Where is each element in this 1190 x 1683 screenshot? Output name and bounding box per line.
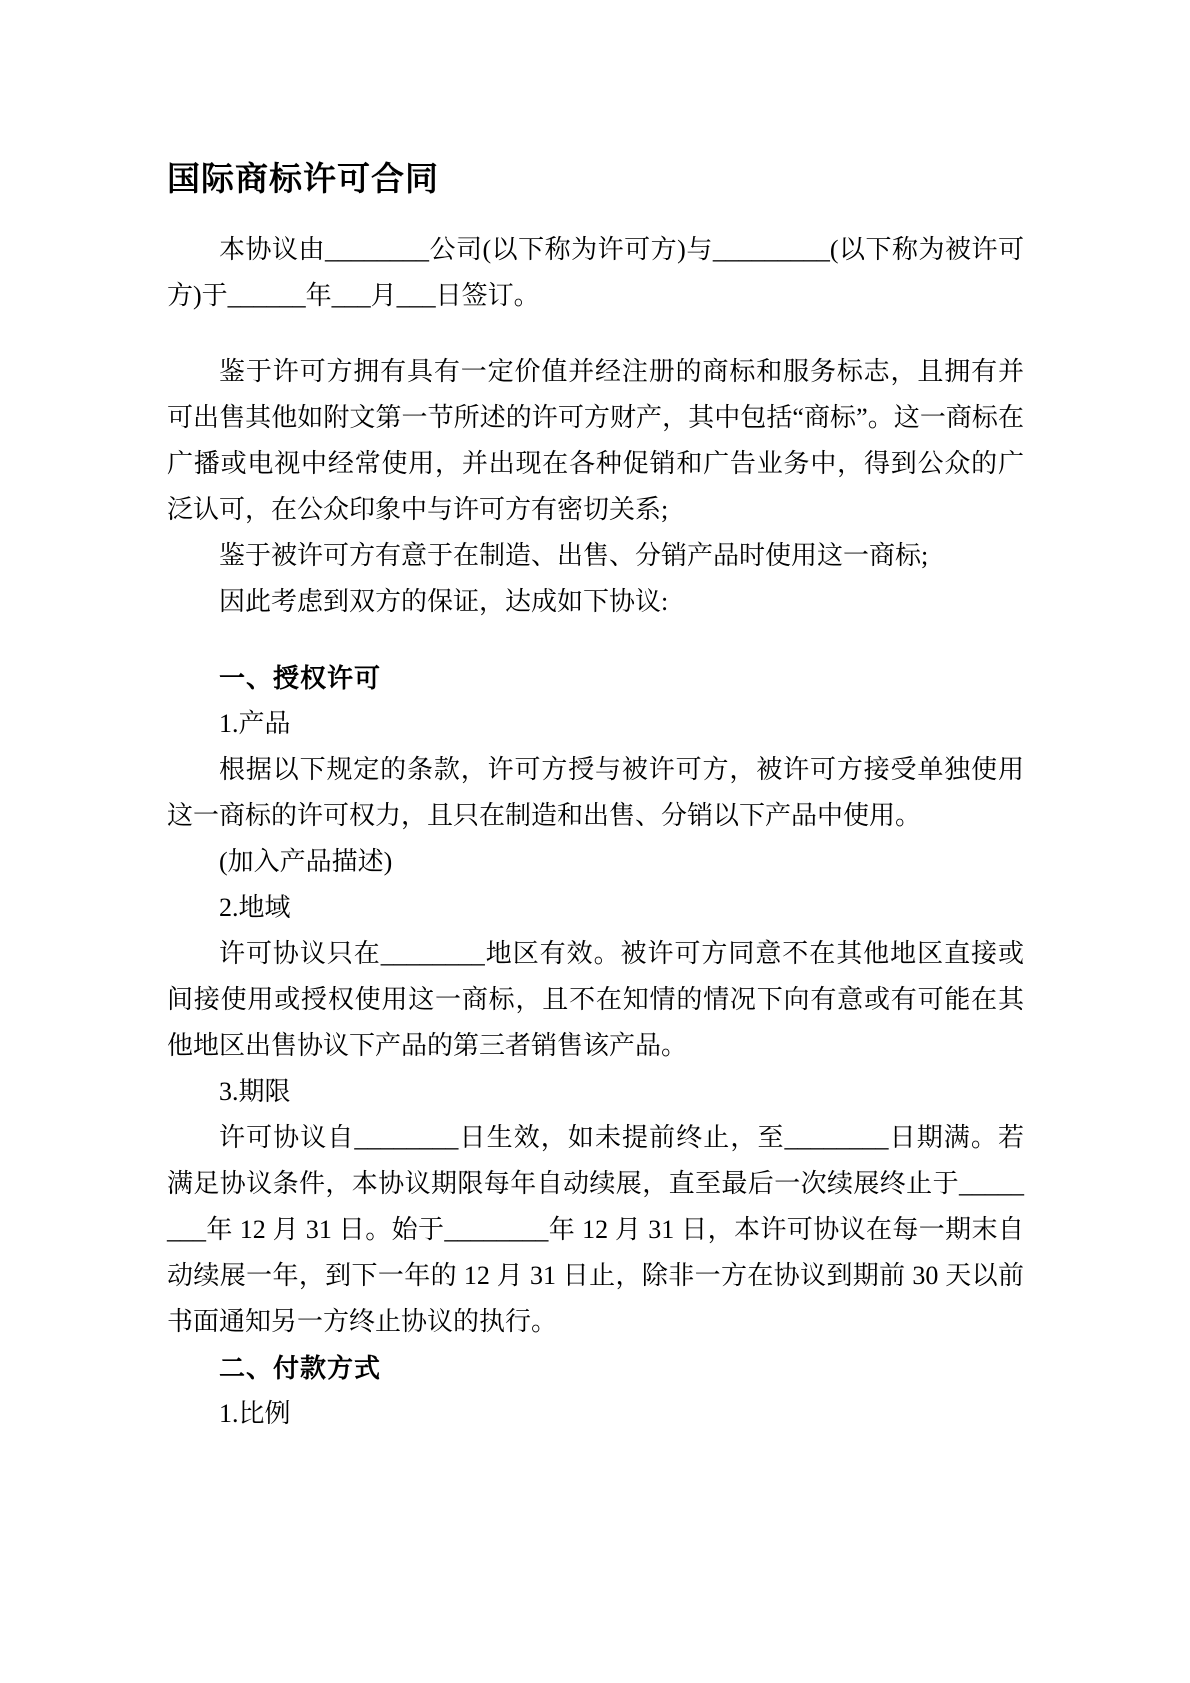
section-heading-authorization: 一、授权许可 — [219, 663, 382, 694]
paragraph-product-body: 根据以下规定的条款，许可方授与被许可方，被许可方接受单独使用这一商标的许可权力，且只在制造和出售、分销以下产品中使用。 — [167, 755, 1024, 831]
item-label-territory: 2.地域 — [219, 893, 291, 923]
item-label-term: 3.期限 — [219, 1077, 291, 1107]
paragraph-term-body: 许可协议自________日生效，如未提前终止，至________日期满。若满足协议条件，本协议期限每年自动续展，直至最后一次续展终止于________年 12 月 31 日。始于________年 12 月 31 日，本许可协议在每一期末自动续展一年，到下一年的 12 月 31 日止，除非一方在协议到期前 30 天以前书面通知另一方终止协议的执行。 — [167, 1123, 1024, 1337]
paragraph-whereas-licensor: 鉴于许可方拥有具有一定价值并经注册的商标和服务标志，且拥有并可出售其他如附文第一节所述的许可方财产，其中包括“商标”。这一商标在广播或电视中经常使用，并出现在各种促销和广告业务中，得到公众的广泛认可，在公众印象中与许可方有密切关系; — [167, 357, 1024, 525]
paragraph-product-note: (加入产品描述) — [219, 847, 393, 877]
document-title — [167, 158, 1024, 199]
item-label-ratio: 1.比例 — [219, 1399, 291, 1429]
paragraph-intro: 本协议由________公司(以下称为许可方)与_________(以下称为被许可方)于______年___月___日签订。 — [167, 235, 1024, 311]
paragraph-therefore: 因此考虑到双方的保证，达成如下协议: — [219, 587, 669, 617]
document-title-text: 国际商标许可合同 — [167, 160, 439, 197]
item-label-product: 1.产品 — [219, 709, 291, 739]
paragraph-territory-body: 许可协议只在________地区有效。被许可方同意不在其他地区直接或间接使用或授权使用这一商标，且不在知情的情况下向有意或有可能在其他地区出售协议下产品的第三者销售该产品。 — [167, 939, 1024, 1061]
section-heading-payment: 二、付款方式 — [219, 1353, 382, 1384]
paragraph-whereas-licensee: 鉴于被许可方有意于在制造、出售、分销产品时使用这一商标; — [219, 541, 929, 571]
